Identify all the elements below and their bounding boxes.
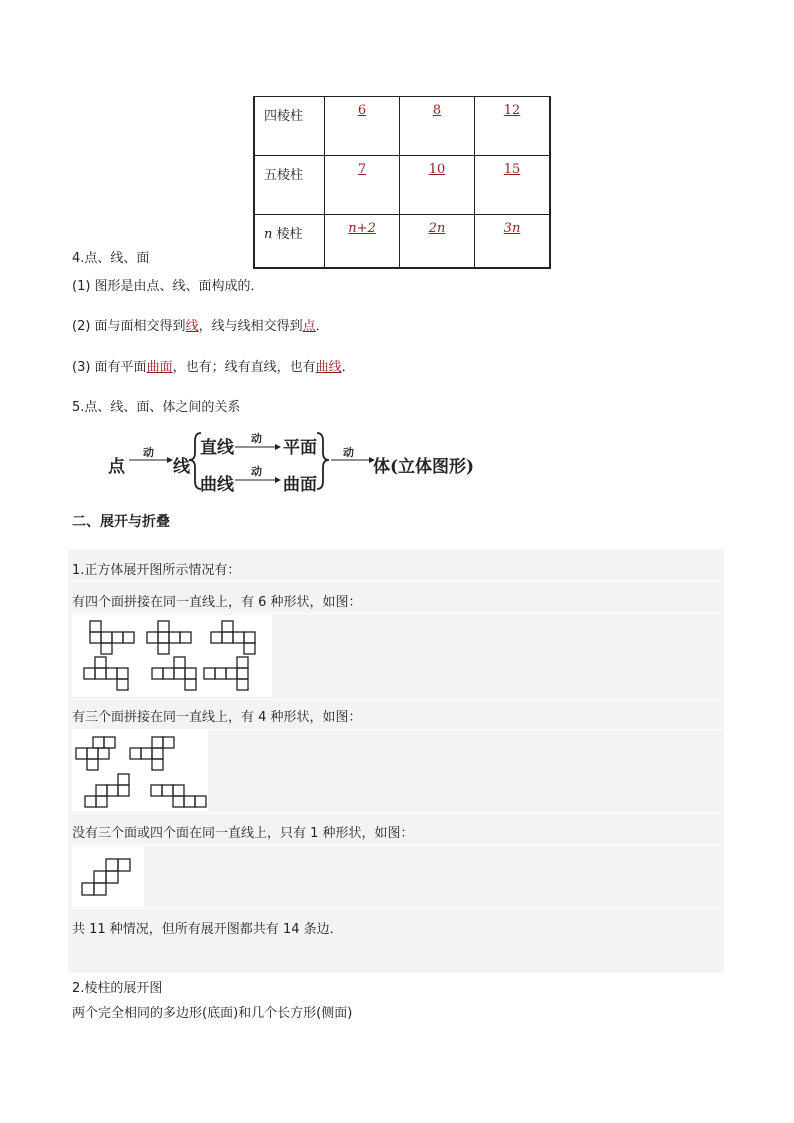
section-4-item-2 [72, 315, 329, 334]
case-2-text: 有三个面拼接在同一直线上，有 4 种形状，如图： [72, 710, 362, 725]
diagram-line: 线 [173, 457, 190, 477]
part-2-title: 二、展开与折叠 [72, 514, 170, 530]
diagram-move-label: 动 [251, 432, 262, 445]
table-row [254, 97, 550, 156]
diagram-curve: 曲线 [200, 475, 234, 495]
cube-nets-figure-1 [72, 615, 272, 697]
diagram-straight-line: 直线 [200, 438, 234, 458]
item-text: ． [341, 360, 355, 375]
section-4-item-3 [72, 356, 355, 375]
cube-nets-figure-2 [72, 730, 208, 812]
item-text: (3) 面有平面 [72, 360, 147, 375]
row-label-var: n [264, 227, 273, 242]
divider [68, 699, 724, 700]
diagram-move-label: 动 [143, 446, 154, 459]
answer-line: 线 [185, 319, 199, 334]
case-3-text: 没有三个面或四个面在同一直线上，只有 1 种形状，如图： [72, 826, 414, 841]
divider [68, 581, 724, 582]
answer-curve: 曲线 [315, 360, 342, 375]
cube-nets-image-1 [72, 615, 272, 697]
table-row [254, 156, 550, 215]
relation-diagram [105, 425, 485, 495]
item-text: ． [315, 319, 329, 334]
case-1-text: 有四个面拼接在同一直线上，有 6 种形状，如图： [72, 595, 362, 610]
divider [68, 845, 724, 846]
cube-nets-image-2 [72, 730, 208, 812]
row-label-text: 棱柱 [276, 227, 303, 242]
diagram-curved-surface: 曲面 [283, 475, 317, 495]
vertex-count: 7 [325, 156, 400, 215]
item-text: ，线与线相交得到 [198, 319, 303, 334]
row-label: 四棱柱 [254, 97, 325, 156]
diagram-solid: 体(立体图形) [373, 457, 475, 477]
section-5-title: 5.点、线、面、体之间的关系 [72, 400, 241, 415]
answer-point: 点 [302, 319, 316, 334]
diagram-plane: 平面 [283, 438, 317, 458]
row-label [254, 215, 325, 269]
edge-count: 15 [475, 156, 551, 215]
vertex-count: n+2 [325, 215, 400, 269]
cube-nets-figure-3 [72, 847, 144, 907]
edge-count: 3n [475, 215, 551, 269]
prism-table [253, 96, 551, 269]
edge-count: 12 [475, 97, 551, 156]
table-row [254, 215, 550, 269]
prism-net-desc: 两个完全相同的多边形(底面)和几个长方形(侧面) [72, 1006, 353, 1021]
divider [68, 908, 724, 909]
section-4-item-1: (1) 图形是由点、线、面构成的． [72, 279, 264, 294]
vertex-count: 6 [325, 97, 400, 156]
divider [68, 813, 724, 814]
prism-net-title: 2.棱柱的展开图 [72, 981, 163, 996]
face-count: 8 [400, 97, 475, 156]
face-count: 10 [400, 156, 475, 215]
cube-nets-image-3 [72, 847, 144, 907]
divider [68, 613, 724, 614]
answer-curved-surface: 曲面 [146, 360, 173, 375]
cube-nets-title: 1.正方体展开图所示情况有： [72, 563, 241, 578]
diagram-point: 点 [108, 457, 125, 477]
item-text: (2) 面与面相交得到 [72, 319, 186, 334]
section-4-title: 4.点、线、面 [72, 251, 150, 266]
diagram-move-label: 动 [251, 465, 262, 478]
row-label: 五棱柱 [254, 156, 325, 215]
item-text: ，也有；线有直线，也有 [172, 360, 316, 375]
face-count: 2n [400, 215, 475, 269]
diagram-move-label: 动 [343, 446, 354, 459]
summary-text: 共 11 种情况，但所有展开图都共有 14 条边． [72, 922, 343, 937]
